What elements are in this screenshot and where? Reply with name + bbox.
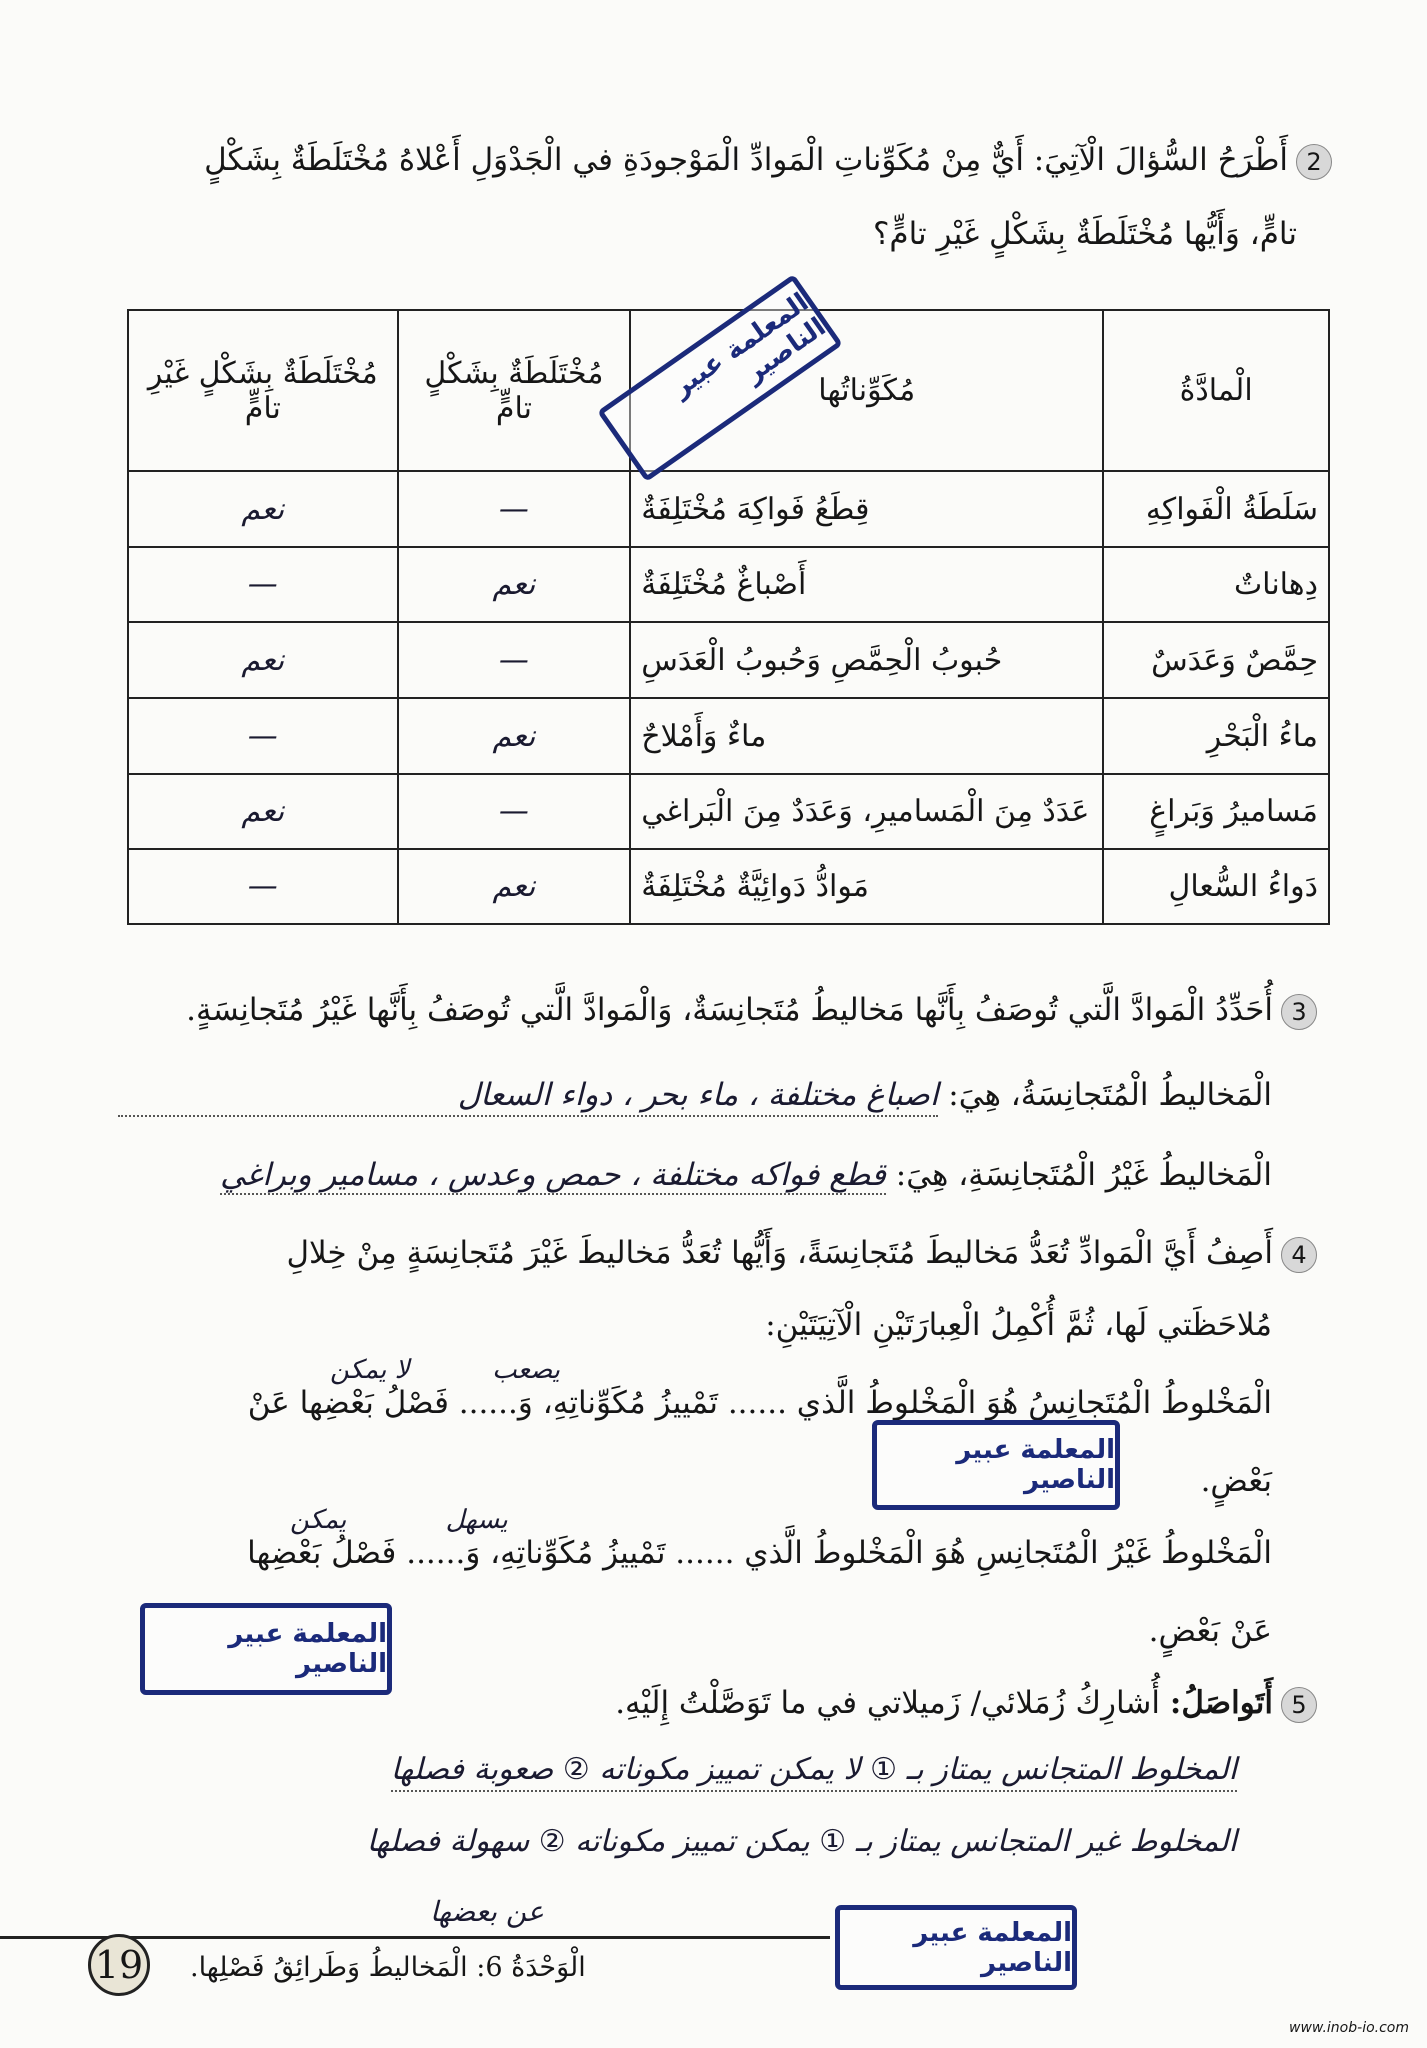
- table-cell: [128, 471, 398, 547]
- header-material: الْمادَّةُ: [1103, 310, 1329, 471]
- cell-components: ماءٌ وَأَمْلاحٌ: [641, 718, 767, 754]
- table-cell: [128, 849, 398, 924]
- homog-line: [118, 1075, 1272, 1117]
- homog-answer: اصباغ مختلفة ، ماء بحر ، دواء السعال: [118, 1075, 938, 1117]
- cell-complete: نعم: [492, 869, 536, 904]
- cell-complete: —: [498, 491, 529, 527]
- hetero-answer: قطع فواكه مختلفة ، حمص وعدس ، مسامير وبراغي: [220, 1157, 886, 1193]
- cell-components: أَصْباغٌ مُخْتَلِفَةٌ: [641, 567, 807, 602]
- teacher-stamp: المعلمة عبير الناصير: [140, 1603, 392, 1695]
- question-number: 2: [1296, 144, 1332, 180]
- table-cell: [630, 849, 1103, 924]
- cell-components: قِطَعُ فَواكِهَ مُخْتَلِفَةٌ: [641, 491, 870, 527]
- unit-title: الْوَحْدَةُ 6: الْمَخاليطُ وَطَرائِقُ فَصْلِها.: [190, 1952, 586, 1983]
- fill-answer: لا يمكن: [330, 1355, 410, 1385]
- site-watermark: www.inob-io.com: [1289, 2020, 1409, 2036]
- table-row: [128, 471, 1329, 547]
- q4-sentence1-end: بَعْضٍ.: [1200, 1463, 1272, 1499]
- cell-complete: —: [498, 794, 529, 829]
- q5-answer-2: المخلوط غير المتجانس يمتاز بـ ① يمكن تمييز مكوناته ② سهولة فصلها: [366, 1824, 1237, 1859]
- question-number: 3: [1281, 994, 1317, 1030]
- cell-complete: نعم: [492, 567, 536, 602]
- table-cell: [630, 471, 1103, 547]
- teacher-stamp: المعلمة عبير الناصير: [597, 274, 843, 482]
- q5-answer-3: عن بعضها: [430, 1895, 544, 1928]
- table-cell: [630, 547, 1103, 622]
- q2-line2: تامٍّ، وَأَيُّها مُخْتَلَطَةٌ بِشَكْلٍ غَيْرِ تامٍّ؟: [872, 216, 1297, 252]
- table-row: [128, 849, 1329, 924]
- q5-line: [615, 1683, 1317, 1723]
- cell-material: حِمَّصٌ وَعَدَسٌ: [1151, 642, 1318, 678]
- q2-text: أَطْرَحُ السُّؤالَ الْآتِيَ: أَيٌّ مِنْ مُكَوِّناتِ الْمَوادِّ الْمَوْجودَةِ في الْجَدْوَلِ أَعْلاهُ مُخْتَلَطَةٌ بِشَكْلٍ: [204, 142, 1288, 178]
- table-row: [128, 698, 1329, 774]
- table-cell: [1103, 698, 1329, 774]
- table-row: [128, 622, 1329, 698]
- cell-material: مَساميرُ وَبَراغٍ: [1149, 794, 1318, 829]
- table-cell: [1103, 774, 1329, 849]
- table-cell: [398, 471, 631, 547]
- q4-line1: [287, 1233, 1318, 1273]
- q3-line: [186, 990, 1317, 1030]
- q4-sentence1: الْمَخْلوطُ الْمُتَجانِسُ هُوَ الْمَخْلوطُ الَّذي ...... تَمْييزُ مُكَوِّناتِهِ، وَ...... فَصْلُ بَعْضِها عَنْ: [247, 1385, 1272, 1421]
- q5-label: أَتَواصَلُ:: [1169, 1685, 1273, 1721]
- table-cell: [630, 774, 1103, 849]
- table-cell: [630, 698, 1103, 774]
- table-cell: [128, 774, 398, 849]
- header-incomplete: مُخْتَلَطَةٌ بِشَكْلٍ غَيْرِ تامٍّ: [128, 310, 398, 471]
- table-row: [128, 547, 1329, 622]
- cell-components: حُبوبُ الْحِمَّصِ وَحُبوبُ الْعَدَسِ: [641, 642, 1003, 678]
- cell-material: سَلَطَةُ الْفَواكِهِ: [1145, 491, 1318, 527]
- cell-components: مَوادُّ دَوائِيَّةٌ مُخْتَلِفَةٌ: [641, 869, 869, 904]
- table-cell: [398, 698, 631, 774]
- q2-line1: [204, 140, 1332, 180]
- table-cell: [630, 622, 1103, 698]
- table-cell: [1103, 622, 1329, 698]
- cell-complete: نعم: [492, 718, 536, 754]
- question-number: 5: [1281, 1687, 1317, 1723]
- cell-material: دِهاناتٌ: [1233, 567, 1318, 602]
- teacher-stamp: المعلمة عبير الناصير: [872, 1420, 1120, 1510]
- table-cell: [398, 849, 631, 924]
- q5-answer-1: المخلوط المتجانس يمتاز بـ ① لا يمكن تمييز مكوناته ② صعوبة فصلها: [391, 1750, 1237, 1792]
- cell-components: عَدَدٌ مِنَ الْمَساميرِ، وَعَدَدٌ مِنَ الْبَراغي: [641, 794, 1090, 829]
- table-cell: [398, 774, 631, 849]
- cell-incomplete: —: [247, 567, 278, 602]
- cell-incomplete: —: [247, 869, 278, 904]
- fill-answer: يصعب: [492, 1355, 561, 1385]
- q3-text: أُحَدِّدُ الْمَوادَّ الَّتي تُوصَفُ بِأَنَّها مَخاليطُ مُتَجانِسَةٌ، وَالْمَوادَّ الَّتي تُوصَفُ بِأَنَّها غَيْرُ مُتَجانِسَةٍ.: [186, 992, 1273, 1028]
- table-cell: [398, 547, 631, 622]
- teacher-stamp: المعلمة عبير الناصير: [835, 1905, 1077, 1990]
- table-cell: [1103, 849, 1329, 924]
- table-cell: [128, 698, 398, 774]
- table-cell: [1103, 547, 1329, 622]
- hetero-label: الْمَخاليطُ غَيْرُ الْمُتَجانِسَةِ، هِيَ:: [895, 1157, 1272, 1193]
- fill-answer: يسهل: [445, 1505, 508, 1535]
- cell-incomplete: —: [247, 718, 278, 754]
- header-components: مُكَوِّناتُها: [630, 310, 1103, 471]
- hetero-line: [220, 1155, 1272, 1195]
- table-row: [128, 774, 1329, 849]
- table-cell: [398, 622, 631, 698]
- cell-incomplete: نعم: [241, 794, 285, 829]
- table-cell: [1103, 471, 1329, 547]
- table-cell: [128, 622, 398, 698]
- table-cell: [128, 547, 398, 622]
- fill-answer: يمكن: [290, 1505, 347, 1535]
- page-number: 19: [88, 1934, 150, 1996]
- homog-label: الْمَخاليطُ الْمُتَجانِسَةُ، هِيَ:: [948, 1077, 1272, 1113]
- cell-incomplete: نعم: [241, 642, 285, 678]
- header-complete: مُخْتَلَطَةٌ بِشَكْلٍ تامٍّ: [398, 310, 631, 471]
- q4-line2: مُلاحَظَتي لَها، ثُمَّ أُكْمِلُ الْعِبارَتَيْنِ الْآتِيَتَيْنِ:: [765, 1307, 1272, 1343]
- q4-sentence2-end: عَنْ بَعْضٍ.: [1148, 1613, 1272, 1649]
- cell-material: ماءُ الْبَحْرِ: [1206, 718, 1318, 754]
- cell-material: دَواءُ السُّعالِ: [1168, 869, 1318, 904]
- q5-text: أُشارِكُ زُمَلائي/ زَميلاتي في ما تَوَصَّلْتُ إِلَيْهِ.: [615, 1685, 1161, 1721]
- cell-incomplete: نعم: [241, 491, 285, 527]
- q4-sentence2: الْمَخْلوطُ غَيْرُ الْمُتَجانِسِ هُوَ الْمَخْلوطُ الَّذي ...... تَمْييزُ مُكَوِّناتِهِ، وَ...... فَصْلُ بَعْضِها: [247, 1535, 1272, 1571]
- cell-complete: —: [498, 642, 529, 678]
- question-number: 4: [1281, 1237, 1317, 1273]
- q4-text: أَصِفُ أَيَّ الْمَوادِّ تُعَدُّ مَخاليطَ مُتَجانِسَةً، وَأَيُّها تُعَدُّ مَخاليطَ غَيْرَ مُتَجانِسَةٍ مِنْ خِلالِ: [286, 1235, 1273, 1271]
